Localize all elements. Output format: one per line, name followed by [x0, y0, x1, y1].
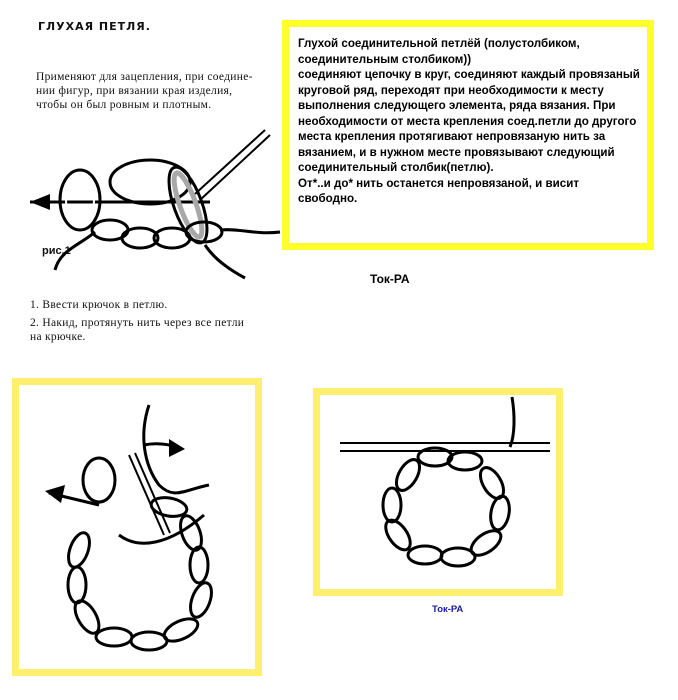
diagram-frame-left [12, 378, 262, 676]
book-section-title: ГЛУХАЯ ПЕТЛЯ. [38, 20, 151, 33]
intro-line: нии фигур, при вязании края изделия, [36, 85, 233, 97]
chain-ring-diagram-left [19, 385, 255, 669]
credit-label: Ток-РА [370, 272, 410, 286]
step-item: 1. Ввести крючок в петлю. [30, 299, 168, 311]
note-paragraph: От*..и до* нить останется непровязаной, и висит свободно. [298, 176, 580, 205]
book-steps [30, 298, 290, 348]
intro-line: Применяют для зацепления, при соедине- [36, 71, 253, 83]
note-text [298, 36, 641, 207]
chain-ring-diagram-right [320, 395, 556, 589]
book-intro-text [36, 70, 281, 112]
credit-label-small: Ток-РА [432, 604, 464, 615]
diagram-frame-right [313, 388, 563, 596]
figure-label: рис.1 [42, 245, 71, 257]
intro-line: чтобы он был ровным и плотным. [36, 99, 212, 111]
step-item: 2. Накид, протянуть нить через все петли [30, 317, 245, 329]
note-paragraph: соединяют цепочку в круг, соединяют каждый провязаный круговой ряд, переходят при необходимости к месту выполнения следующего элемента, ряда вязания. При необходимости от места крепления соед.петли до другого места крепления протягивают непровязаную нить за вязанием, и в нужном месте провязывают следующий соединительный столбик(петлю). [298, 68, 640, 174]
step-item: на крючке. [30, 331, 86, 343]
note-paragraph: Глухой соединительной петлёй (полустолбиком, соединительным столбиком)) [298, 37, 580, 66]
note-box [282, 20, 654, 250]
